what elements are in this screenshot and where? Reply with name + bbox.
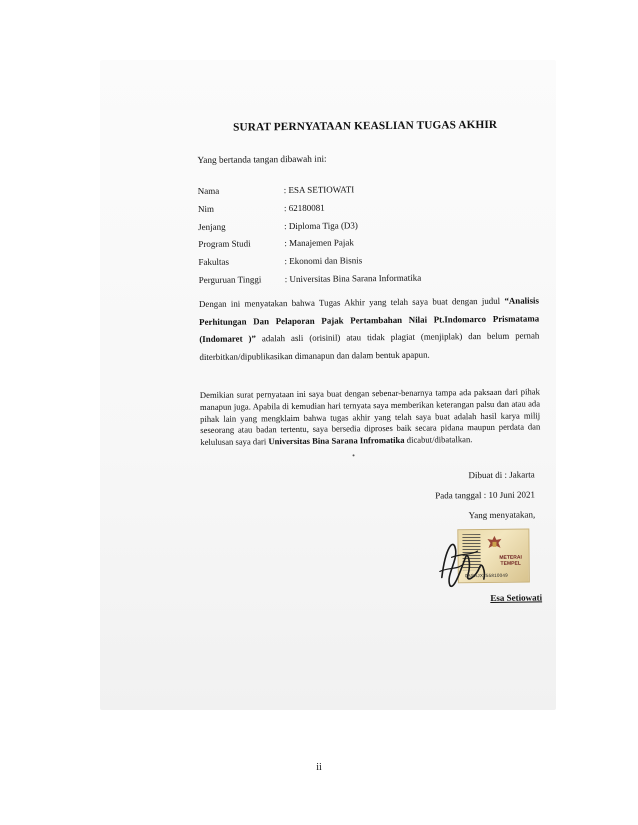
scanned-sheet: [100, 60, 556, 710]
field-value: : Universitas Bina Sarana Informatika: [285, 273, 422, 284]
field-label: Nim: [197, 203, 215, 214]
field-row: [199, 271, 539, 292]
university-name: Universitas Bina Sarana Infromatika: [268, 435, 405, 447]
field-value: : 62180081: [284, 202, 325, 212]
field-value: : Ekonomi dan Bisnis: [284, 255, 362, 266]
intro-text: Yang bertanda tangan dibawah ini:: [197, 154, 327, 166]
field-label: Fakultas: [198, 256, 230, 268]
paragraph-text: Demikian surat pernyataan ini saya buat dengan sebenar-benarnya tampa ada paksaan dari pihak manapun juga. Apabila di kemudian hari ternyata saya memberikan keterangan palsu dan atau ada pihak lain yang mengklaim bahwa tugas akhir yang telah saya buat adalah hasil karya milij seseorang atau badan tertentu, saya bersedia diproses baik secara pidana maupun perdata dan kelulusan saya dari: [199, 386, 541, 448]
signature-area: [431, 526, 542, 593]
field-value: : Manajemen Pajak: [284, 238, 354, 249]
field-value: : ESA SETIOWATI: [284, 184, 355, 195]
page-number: ii: [316, 762, 322, 773]
field-value: : Diploma Tiga (D3): [284, 220, 358, 231]
paragraph-tail: dicabut/dibatalkan.: [406, 434, 473, 446]
paragraph-lead: Dengan ini menyatakan bahwa Tugas Akhir yang telah saya buat dengan judul: [198, 295, 501, 309]
field-label: Perguruan Tinggi: [198, 274, 262, 285]
declaration-paragraph: [199, 292, 540, 366]
field-label: Nama: [197, 185, 220, 196]
closing-paragraph: [200, 386, 541, 449]
stamp-title: METERAI TEMPEL: [499, 554, 522, 567]
closing-line: Yang menyatakan,: [468, 509, 536, 521]
handwritten-signature: [431, 526, 542, 593]
signature-block: [411, 469, 536, 530]
date-line: Pada tanggal : 10 Juni 2021: [435, 489, 536, 501]
ink-speck: [353, 454, 355, 456]
paragraph-tail: adalah asli (orisinil) atau tidak plagiat (menjiplak) dan belum pernah diterbitkan/dipublikasikan dimanapun dan dalam bentuk apapun.: [199, 330, 540, 362]
document-title: SURAT PERNYATAAN KEASLIAN TUGAS AKHIR: [233, 118, 498, 134]
signer-name: Esa Setiowati: [490, 592, 543, 603]
identity-fields: [198, 182, 539, 292]
place-line: Dibuat di : Jakarta: [468, 469, 535, 481]
field-label: Jenjang: [198, 221, 226, 232]
thesis-title: “Analisis Perhitungan Dan Pelaporan Pajak Pertambahan Nilai Pt.Indomarco Prismatama (Indomaret )”: [199, 295, 540, 344]
stamp-code: 0BSAJX255810049: [464, 572, 508, 579]
field-label: Program Studi: [198, 238, 251, 250]
